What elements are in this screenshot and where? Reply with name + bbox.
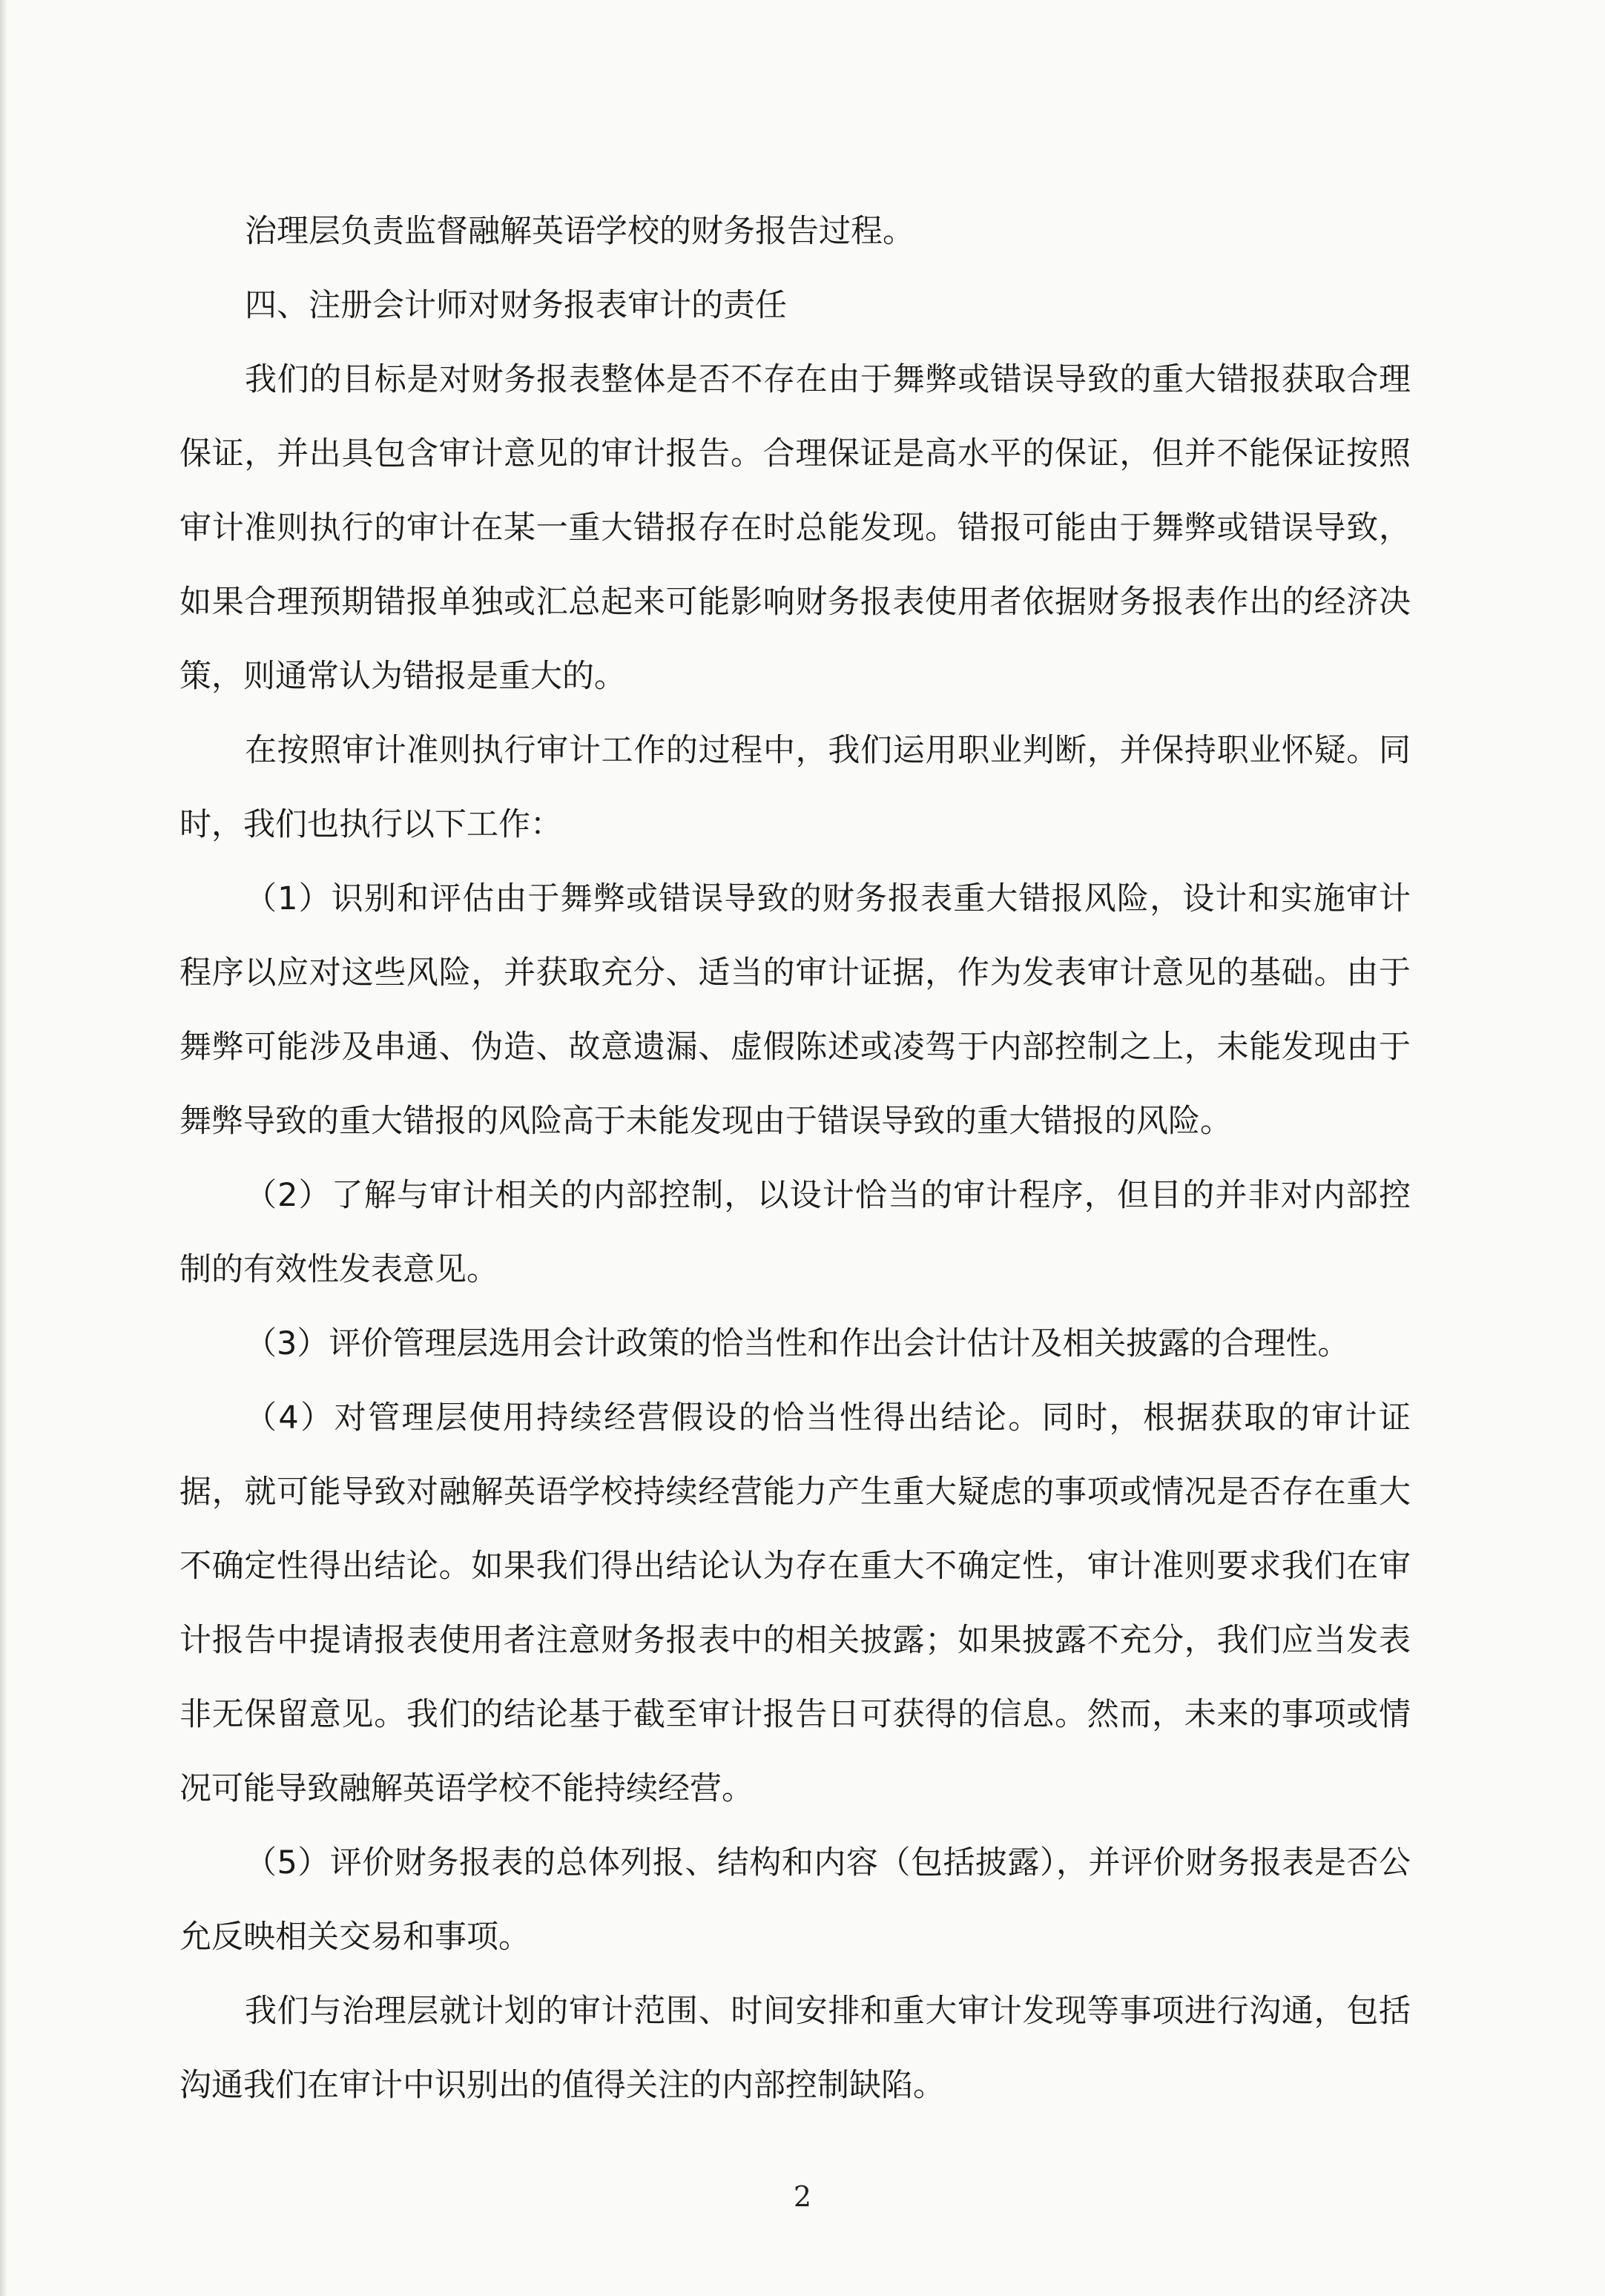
paragraph-audit-objective: 我们的目标是对财务报表整体是否不存在由于舞弊或错误导致的重大错报获取合理保证，并出具包含审计意见的审计报告。合理保证是高水平的保证，但并不能保证按照审计准则执行的审计在某一重大错报存在时总能发现。错报可能由于舞弊或错误导致，如果合理预期错报单独或汇总起来可能影响财务报表使用者依据财务报表作出的经济决策，则通常认为错报是重大的。 — [179, 361, 1411, 695]
paragraph-professional-judgment: 在按照审计准则执行审计工作的过程中，我们运用职业判断，并保持职业怀疑。同时，我们也执行以下工作： — [179, 732, 1411, 843]
paragraph-item-4-going-concern: （4）对管理层使用持续经营假设的恰当性得出结论。同时，根据获取的审计证据，就可能导致对融解英语学校持续经营能力产生重大疑虑的事项或情况是否存在重大不确定性得出结论。如果我们得出结论认为存在重大不确定性，审计准则要求我们在审计报告中提请报表使用者注意财务报表中的相关披露；如果披露不充分，我们应当发表非无保留意见。我们的结论基于截至审计报告日可获得的信息。然而，未来的事项或情况可能导致融解英语学校不能持续经营。 — [179, 1399, 1411, 1807]
paragraph-governance-communication: 我们与治理层就计划的审计范围、时间安排和重大审计发现等事项进行沟通，包括沟通我们在审计中识别出的值得关注的内部控制缺陷。 — [179, 1993, 1411, 2104]
paragraph-item-5-presentation: （5）评价财务报表的总体列报、结构和内容（包括披露），并评价财务报表是否公允反映相关交易和事项。 — [179, 1844, 1411, 1956]
page-number: 2 — [793, 2180, 812, 2213]
paragraph-item-2-internal-control: （2）了解与审计相关的内部控制，以设计恰当的审计程序，但目的并非对内部控制的有效性发表意见。 — [179, 1177, 1411, 1288]
document-body — [179, 194, 1411, 2122]
section-heading-auditor-responsibility: 四、注册会计师对财务报表审计的责任 — [245, 287, 787, 324]
paragraph-item-1-risk-assessment: （1）识别和评估由于舞弊或错误导致的财务报表重大错报风险，设计和实施审计程序以应对这些风险，并获取充分、适当的审计证据，作为发表审计意见的基础。由于舞弊可能涉及串通、伪造、故意遗漏、虚假陈述或凌驾于内部控制之上，未能发现由于舞弊导致的重大错报的风险高于未能发现由于错误导致的重大错报的风险。 — [179, 880, 1411, 1140]
scan-edge-shadow — [0, 0, 7, 2296]
paragraph-item-3-accounting-policies: （3）评价管理层选用会计政策的恰当性和作出会计估计及相关披露的合理性。 — [245, 1325, 1350, 1362]
paragraph-governance-responsibility: 治理层负责监督融解英语学校的财务报告过程。 — [245, 213, 914, 250]
